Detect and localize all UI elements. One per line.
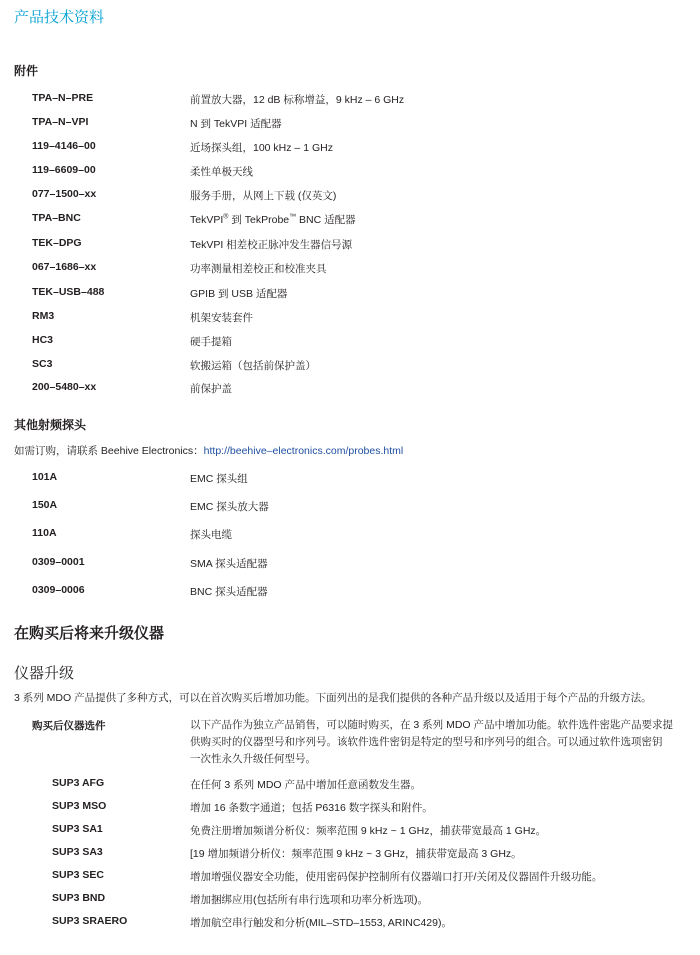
rf-probes-heading: 其他射频探头 xyxy=(14,418,87,432)
description-line: 一次性永久升级任何型号。 xyxy=(190,753,316,765)
part-description: 在任何 3 系列 MDO 产品中增加任意函数发生器。 xyxy=(190,779,422,791)
accessories-heading: 附件 xyxy=(14,64,39,78)
part-description: SMA 探头适配器 xyxy=(190,558,268,570)
part-description: EMC 探头放大器 xyxy=(190,501,269,513)
list-item xyxy=(0,212,700,228)
part-number: RM3 xyxy=(32,310,55,322)
part-description: GPIB 到 USB 适配器 xyxy=(190,288,288,300)
list-item xyxy=(0,584,700,600)
part-number: SUP3 SA1 xyxy=(52,823,103,835)
list-item xyxy=(0,286,700,302)
part-description: 增加 16 条数字通道；包括 P6316 数字探头和附件。 xyxy=(190,802,433,814)
part-description: BNC 探头适配器 xyxy=(190,586,268,598)
part-description: 前置放大器，12 dB 标称增益，9 kHz – 6 GHz xyxy=(190,94,405,106)
list-item xyxy=(0,846,700,862)
upgrade-heading: 在购买后将来升级仪器 xyxy=(14,625,165,642)
list-item xyxy=(0,261,700,277)
part-description: 功率测量相差校正和校准夹具 xyxy=(190,263,327,275)
list-item xyxy=(0,800,700,816)
part-number: SC3 xyxy=(32,358,53,370)
part-number: 119–4146–00 xyxy=(32,140,96,152)
part-description: N 到 TekVPI 适配器 xyxy=(190,118,282,130)
list-item xyxy=(0,140,700,156)
list-item xyxy=(0,777,700,793)
part-number: SUP3 BND xyxy=(52,892,106,904)
page-title: 产品技术资料 xyxy=(14,9,105,26)
part-number: 101A xyxy=(32,471,58,483)
part-number: TPA–N–VPI xyxy=(32,116,89,128)
list-item xyxy=(0,869,700,885)
list-item xyxy=(0,892,700,908)
part-number: 067–1686–xx xyxy=(32,261,97,273)
list-item xyxy=(0,381,700,397)
part-description: EMC 探头组 xyxy=(190,473,248,485)
part-description: [19 增加频谱分析仪：频率范围 9 kHz ~ 3 GHz，捕获带宽最高 3 GHz。 xyxy=(190,848,522,860)
part-description: 软搬运箱（包括前保护盖） xyxy=(190,360,316,372)
post-purchase-description xyxy=(190,717,690,768)
part-number: SUP3 MSO xyxy=(52,800,107,812)
part-number: SUP3 SRAERO xyxy=(52,915,128,927)
part-number: TEK–USB–488 xyxy=(32,286,105,298)
part-description: 增加增强仪器安全功能，使用密码保护控制所有仪器端口打开/关闭及仪器固件升级功能。 xyxy=(190,871,603,883)
list-item xyxy=(0,237,700,253)
part-number: TPA–N–PRE xyxy=(32,92,94,104)
part-number: 150A xyxy=(32,499,58,511)
part-number: 0309–0001 xyxy=(32,556,85,568)
list-item xyxy=(0,915,700,931)
part-description: 柔性单极天线 xyxy=(190,166,253,178)
part-description: 机架安装套件 xyxy=(190,312,253,324)
list-item xyxy=(0,499,700,515)
part-description: TekVPI® 到 TekProbe™ BNC 适配器 xyxy=(190,213,356,226)
part-number: SUP3 AFG xyxy=(52,777,105,789)
upgrade-subheading: 仪器升级 xyxy=(14,665,75,682)
part-number: 077–1500–xx xyxy=(32,188,97,200)
list-item xyxy=(0,556,700,572)
description-line: 供购买时的仪器型号和序列号。该软件选件密钥是特定的型号和序列号的组合。可以通过软件选项密钥 xyxy=(190,736,663,748)
list-item xyxy=(0,823,700,839)
list-item xyxy=(0,527,700,543)
part-number: HC3 xyxy=(32,334,54,346)
post-purchase-label: 购买后仪器选件 xyxy=(32,720,106,732)
list-item xyxy=(0,164,700,180)
part-description: 服务手册，从网上下载 (仅英文) xyxy=(190,190,337,202)
part-description: 探头电缆 xyxy=(190,529,232,541)
description-line: 以下产品作为独立产品销售，可以随时购买，在 3 系列 MDO 产品中增加功能。软件选件密匙产品要求提 xyxy=(190,719,674,731)
part-number: TEK–DPG xyxy=(32,237,82,249)
list-item xyxy=(0,116,700,132)
part-number: SUP3 SEC xyxy=(52,869,104,881)
list-item xyxy=(0,310,700,326)
part-number: 119–6609–00 xyxy=(32,164,96,176)
part-description: TekVPI 相差校正脉冲发生器信号源 xyxy=(190,239,353,251)
list-item xyxy=(0,334,700,350)
upgrade-intro: 3 系列 MDO 产品提供了多种方式，可以在首次购买后增加功能。下面列出的是我们提供的各种产品升级以及适用于每个产品的升级方法。 xyxy=(14,692,652,704)
part-description: 前保护盖 xyxy=(190,383,232,395)
part-number: 0309–0006 xyxy=(32,584,85,596)
list-item xyxy=(0,92,700,108)
part-number: 200–5480–xx xyxy=(32,381,97,393)
part-description: 硬手提箱 xyxy=(190,336,232,348)
part-number: SUP3 SA3 xyxy=(52,846,103,858)
list-item xyxy=(0,471,700,487)
part-description: 增加捆绑应用(包括所有串行选项和功率分析选项)。 xyxy=(190,894,428,906)
list-item xyxy=(0,358,700,374)
list-item xyxy=(0,188,700,204)
part-description: 增加航空串行触发和分析(MIL–STD–1553, ARINC429)。 xyxy=(190,917,452,929)
beehive-link[interactable]: http://beehive–electronics.com/probes.html xyxy=(203,445,404,457)
part-description: 近场探头组，100 kHz – 1 GHz xyxy=(190,142,333,154)
part-number: 110A xyxy=(32,527,57,539)
part-description: 免费注册增加频谱分析仪：频率范围 9 kHz ~ 1 GHz，捕获带宽最高 1 GHz。 xyxy=(190,825,547,837)
part-number: TPA–BNC xyxy=(32,212,81,224)
order-info xyxy=(14,443,403,458)
order-text: 如需订购，请联系 Beehive Electronics： xyxy=(14,445,204,457)
